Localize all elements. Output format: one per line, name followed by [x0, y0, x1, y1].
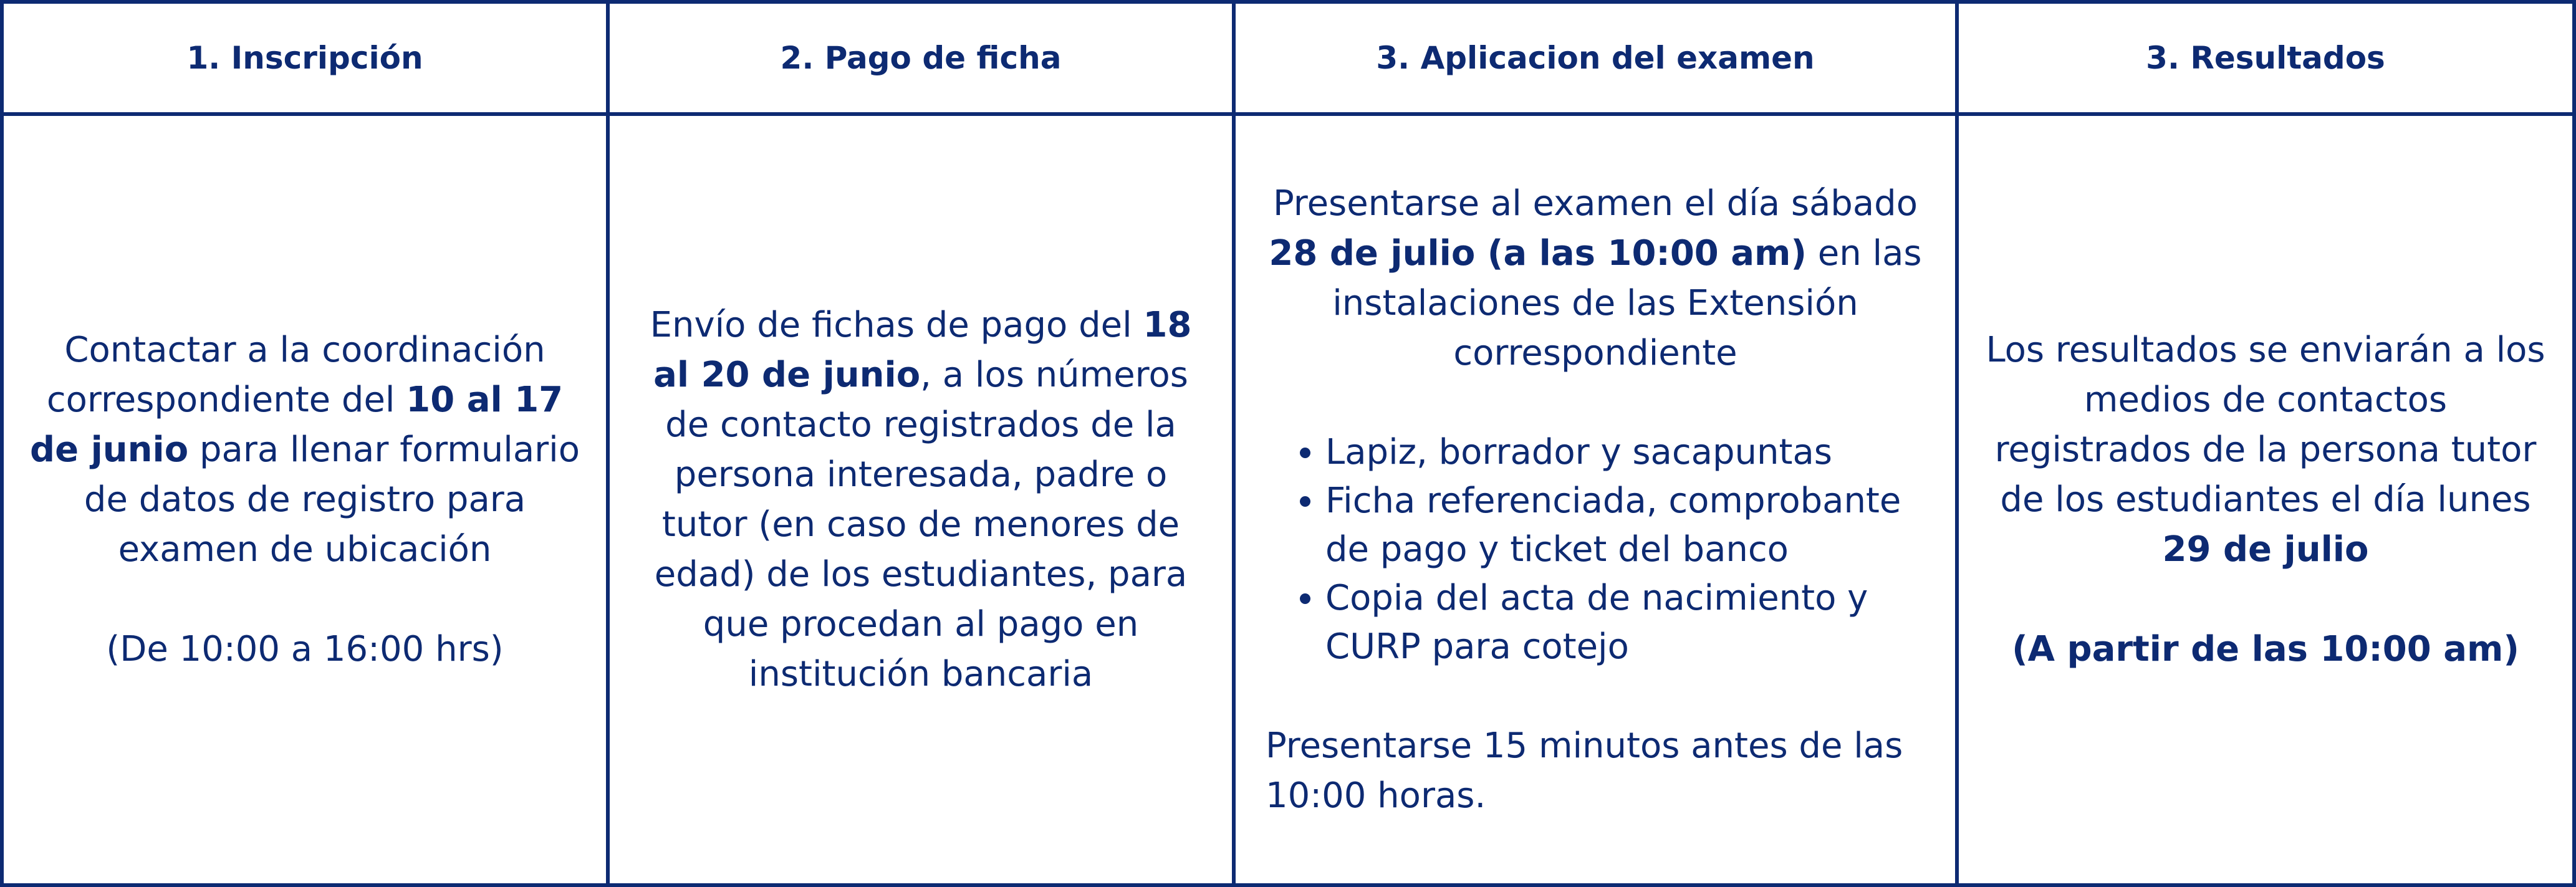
aplicacion-date: 28 de julio (a las 10:00 am)	[1269, 233, 1807, 274]
aplicacion-arrival-note: Presentarse 15 minutos antes de las 10:00 horas.	[1266, 725, 1903, 816]
header-resultados	[1959, 4, 2572, 116]
inscripcion-hours: (De 10:00 a 16:00 hrs)	[106, 628, 504, 669]
header-inscripcion	[4, 4, 610, 116]
body-aplicacion-examen	[1236, 116, 1959, 883]
requirements-list	[1266, 428, 1925, 671]
aplicacion-text-c: en las instalaciones de las Extensión correspondiente	[1332, 233, 1922, 373]
header-inscripcion-label: 1. Inscripción	[186, 40, 423, 76]
header-resultados-label: 3. Resultados	[2146, 40, 2385, 76]
body-pago-de-ficha	[610, 116, 1236, 883]
requirement-item: • Ficha referenciada, comprobante de pago y ticket del banco	[1325, 477, 1925, 574]
inscripcion-text-a: Contactar a la coordinación correspondiente del	[46, 329, 545, 420]
requirement-item: • Lapiz, borrador y sacapuntas	[1325, 428, 1925, 477]
inscripcion-text-c: para llenar formulario de datos de registro para examen de ubicación	[84, 429, 580, 570]
resultados-description	[1984, 325, 2547, 575]
pago-text-a: Envío de fichas de pago del	[650, 304, 1143, 345]
body-inscripcion	[4, 116, 610, 883]
resultados-date: 29 de julio	[2162, 529, 2369, 570]
pago-dates: 18 al 20 de junio	[653, 304, 1192, 395]
requirement-item: • Copia del acta de nacimiento y CURP para cotejo	[1325, 574, 1925, 671]
inscripcion-dates: 10 al 17 de junio	[30, 379, 564, 470]
header-pago-de-ficha	[610, 4, 1236, 116]
body-resultados	[1959, 116, 2572, 883]
header-pago-label: 2. Pago de ficha	[780, 40, 1062, 76]
aplicacion-text-a: Presentarse al examen el día sábado	[1273, 183, 1918, 224]
inscripcion-description	[29, 325, 581, 575]
header-aplicacion-examen	[1236, 4, 1959, 116]
resultados-time: (A partir de las 10:00 am)	[2012, 628, 2519, 669]
resultados-text-a: Los resultados se enviarán a los medios de contactos registrados de la persona tutor de los estudiantes el día lunes	[1986, 329, 2545, 520]
aplicacion-description	[1266, 179, 1925, 378]
pago-description	[635, 300, 1207, 699]
pago-text-c: , a los números de contacto registrados de la persona interesada, padre o tutor (en caso de menores de edad) de los estudiantes, para que procedan al pago en institución bancaria	[654, 354, 1188, 694]
header-aplicacion-label: 3. Aplicacion del examen	[1376, 40, 1815, 76]
